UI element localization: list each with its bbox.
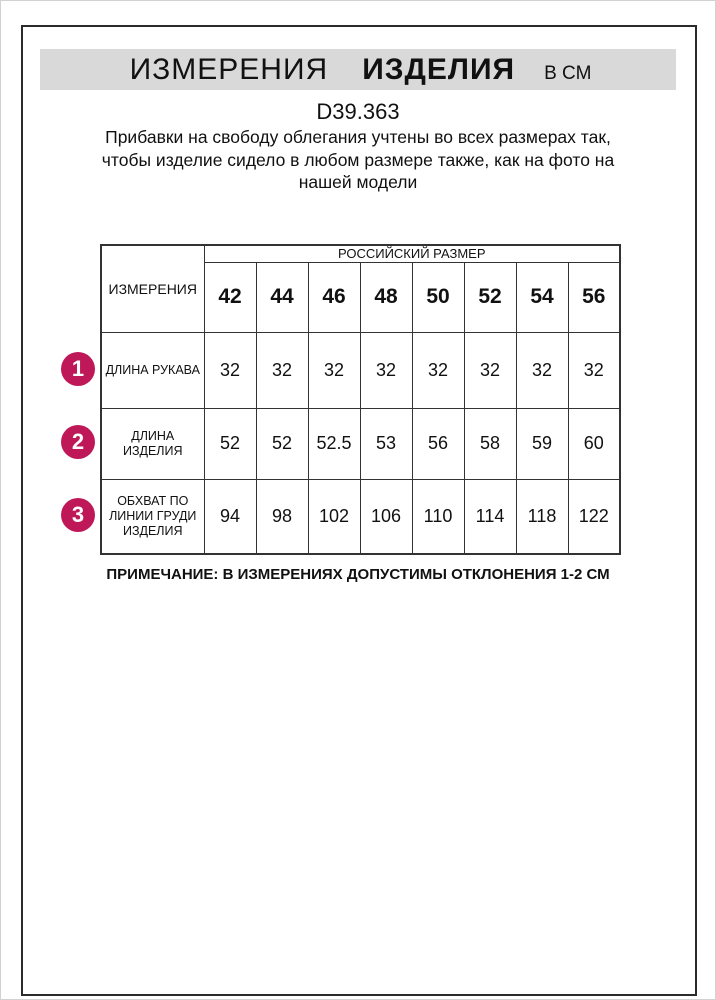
value-cell: 32 xyxy=(204,332,256,408)
row-marker-3: 3 xyxy=(61,498,95,532)
value-cell: 58 xyxy=(464,408,516,479)
russian-size-header: РОССИЙСКИЙ РАЗМЕР xyxy=(204,245,620,262)
table-row-chest-girth xyxy=(101,479,620,554)
table-group-header-row xyxy=(101,245,620,262)
title-word-measurements: ИЗМЕРЕНИЯ xyxy=(129,53,329,86)
size-header-42: 42 xyxy=(204,262,256,332)
title-word-product: ИЗДЕЛИЯ xyxy=(362,53,516,86)
value-cell: 52 xyxy=(256,408,308,479)
row-label-garment-length: ДЛИНА ИЗДЕЛИЯ xyxy=(101,408,204,479)
title-unit-cm: В СМ xyxy=(544,63,592,84)
article-number: D39.363 xyxy=(316,99,400,124)
fit-description: Прибавки на свободу облегания учтены во всех размерах так, чтобы изделие сидело в любом размере также, как на фото на нашей модели xyxy=(101,127,615,192)
value-cell: 60 xyxy=(568,408,620,479)
value-cell: 122 xyxy=(568,479,620,554)
value-cell: 53 xyxy=(360,408,412,479)
size-header-46: 46 xyxy=(308,262,360,332)
value-cell: 56 xyxy=(412,408,464,479)
value-cell: 32 xyxy=(568,332,620,408)
page-title xyxy=(40,49,676,90)
value-cell: 32 xyxy=(412,332,464,408)
table-corner-header: ИЗМЕРЕНИЯ xyxy=(101,245,204,332)
size-header-56: 56 xyxy=(568,262,620,332)
value-cell: 114 xyxy=(464,479,516,554)
value-cell: 32 xyxy=(464,332,516,408)
value-cell: 102 xyxy=(308,479,360,554)
size-header-44: 44 xyxy=(256,262,308,332)
value-cell: 32 xyxy=(516,332,568,408)
value-cell: 106 xyxy=(360,479,412,554)
row-label-chest-girth: ОБХВАТ ПО ЛИНИИ ГРУДИ ИЗДЕЛИЯ xyxy=(101,479,204,554)
value-cell: 52.5 xyxy=(308,408,360,479)
value-cell: 59 xyxy=(516,408,568,479)
value-cell: 52 xyxy=(204,408,256,479)
value-cell: 32 xyxy=(308,332,360,408)
table-row-garment-length xyxy=(101,408,620,479)
size-header-54: 54 xyxy=(516,262,568,332)
size-header-50: 50 xyxy=(412,262,464,332)
size-header-48: 48 xyxy=(360,262,412,332)
row-label-sleeve-length: ДЛИНА РУКАВА xyxy=(101,332,204,408)
row-marker-2: 2 xyxy=(61,425,95,459)
size-table xyxy=(100,244,621,555)
value-cell: 98 xyxy=(256,479,308,554)
tolerance-note: ПРИМЕЧАНИЕ: В ИЗМЕРЕНИЯХ ДОПУСТИМЫ ОТКЛОНЕНИЯ 1-2 СМ xyxy=(106,566,610,583)
value-cell: 118 xyxy=(516,479,568,554)
value-cell: 32 xyxy=(256,332,308,408)
value-cell: 94 xyxy=(204,479,256,554)
size-header-52: 52 xyxy=(464,262,516,332)
row-marker-1: 1 xyxy=(61,352,95,386)
table-row-sleeve-length xyxy=(101,332,620,408)
value-cell: 110 xyxy=(412,479,464,554)
value-cell: 32 xyxy=(360,332,412,408)
